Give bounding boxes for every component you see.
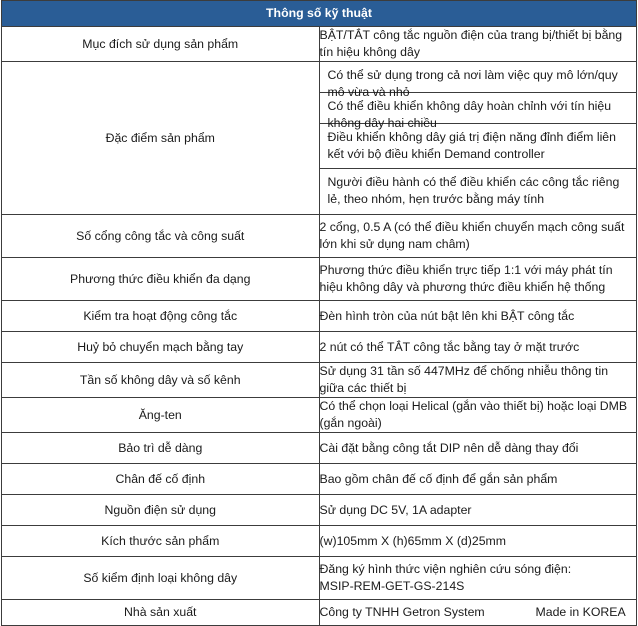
row-value: Bao gồm chân đế cố định để gắn sản phẩm <box>319 464 637 495</box>
table-header-row <box>2 1 637 27</box>
value-line: MSIP-REM-GET-GS-214S <box>319 579 465 593</box>
row-label: Kích thước sản phẩm <box>2 526 320 557</box>
row-label: Số kiểm định loại không dây <box>2 557 320 600</box>
table-row <box>2 557 637 600</box>
row-value-item: Người điều hành có thể điều khiển các công tắc riêng lẻ, theo nhóm, hẹn trước bằng máy tính <box>327 175 620 206</box>
row-value-item: Điều khiển không dây giá trị điện năng đỉnh điểm liên kết với bộ điều khiển Demand controller <box>320 124 637 169</box>
table-row <box>2 526 637 557</box>
row-value-item: Có thể điều khiển không dây hoàn chỉnh với tín hiệu không dây hai chiều <box>320 93 637 124</box>
row-label: Nhà sản xuất <box>2 600 320 626</box>
row-value: Cài đặt bằng công tắt DIP nên dễ dàng thay đổi <box>319 433 637 464</box>
row-label: Số cổng công tắc và công suất <box>2 215 320 258</box>
table-row <box>2 433 637 464</box>
row-label: Đặc điểm sản phẩm <box>2 62 320 215</box>
row-label: Bảo trì dễ dàng <box>2 433 320 464</box>
table-row <box>2 27 637 62</box>
row-value: Sử dụng 31 tần số 447MHz để chống nhiễu thông tin giữa các thiết bị <box>319 363 637 398</box>
row-value-item: Có thể sử dụng trong cả nơi làm việc quy mô lớn/quy mô vừa và nhỏ <box>320 62 637 93</box>
row-value: Phương thức điều khiển trực tiếp 1:1 với máy phát tín hiệu không dây và phương thức điều khiển hệ thống <box>319 258 637 301</box>
row-label: Tần số không dây và số kênh <box>2 363 320 398</box>
company-name: Công ty TNHH Getron System <box>319 605 485 619</box>
row-value: (w)105mm X (h)65mm X (d)25mm <box>319 526 637 557</box>
table-row <box>2 600 637 626</box>
row-value <box>319 557 637 600</box>
row-value: BẬT/TẮT công tắc nguồn điện của trang bị/thiết bị bằng tín hiệu không dây <box>319 27 637 62</box>
row-label: Nguồn điện sử dụng <box>2 495 320 526</box>
spec-table <box>1 0 637 626</box>
row-value: 2 nút có thể TẮT công tắc bằng tay ở mặt trước <box>319 332 637 363</box>
row-label: Ăng-ten <box>2 398 320 433</box>
table-title: Thông số kỹ thuật <box>2 1 637 27</box>
row-label: Mục đích sử dụng sản phẩm <box>2 27 320 62</box>
table-row <box>2 301 637 332</box>
table-row <box>2 464 637 495</box>
table-row <box>2 258 637 301</box>
table-row <box>2 363 637 398</box>
row-label: Kiểm tra hoạt động công tắc <box>2 301 320 332</box>
value-line: Đăng ký hình thức viện nghiên cứu sóng điện: <box>319 562 572 576</box>
table-row <box>2 215 637 258</box>
table-row <box>2 332 637 363</box>
row-label: Chân đế cố định <box>2 464 320 495</box>
table-row <box>2 62 637 215</box>
row-label: Huỷ bỏ chuyển mạch bằng tay <box>2 332 320 363</box>
row-value: Sử dụng DC 5V, 1A adapter <box>319 495 637 526</box>
row-value: 2 cổng, 0.5 A (có thể điều khiển chuyển mạch công suất lớn khi sử dụng nam châm) <box>319 215 637 258</box>
origin-label: Made in KOREA <box>535 605 626 619</box>
row-value <box>319 600 637 626</box>
row-value: Đèn hình tròn của nút bật lên khi BẬT công tắc <box>319 301 637 332</box>
row-value: Có thể chọn loại Helical (gắn vào thiết bị) hoặc loại DMB (gắn ngoài) <box>319 398 637 433</box>
row-value-list <box>319 62 637 215</box>
table-row <box>2 398 637 433</box>
row-label: Phương thức điều khiển đa dạng <box>2 258 320 301</box>
table-row <box>2 495 637 526</box>
